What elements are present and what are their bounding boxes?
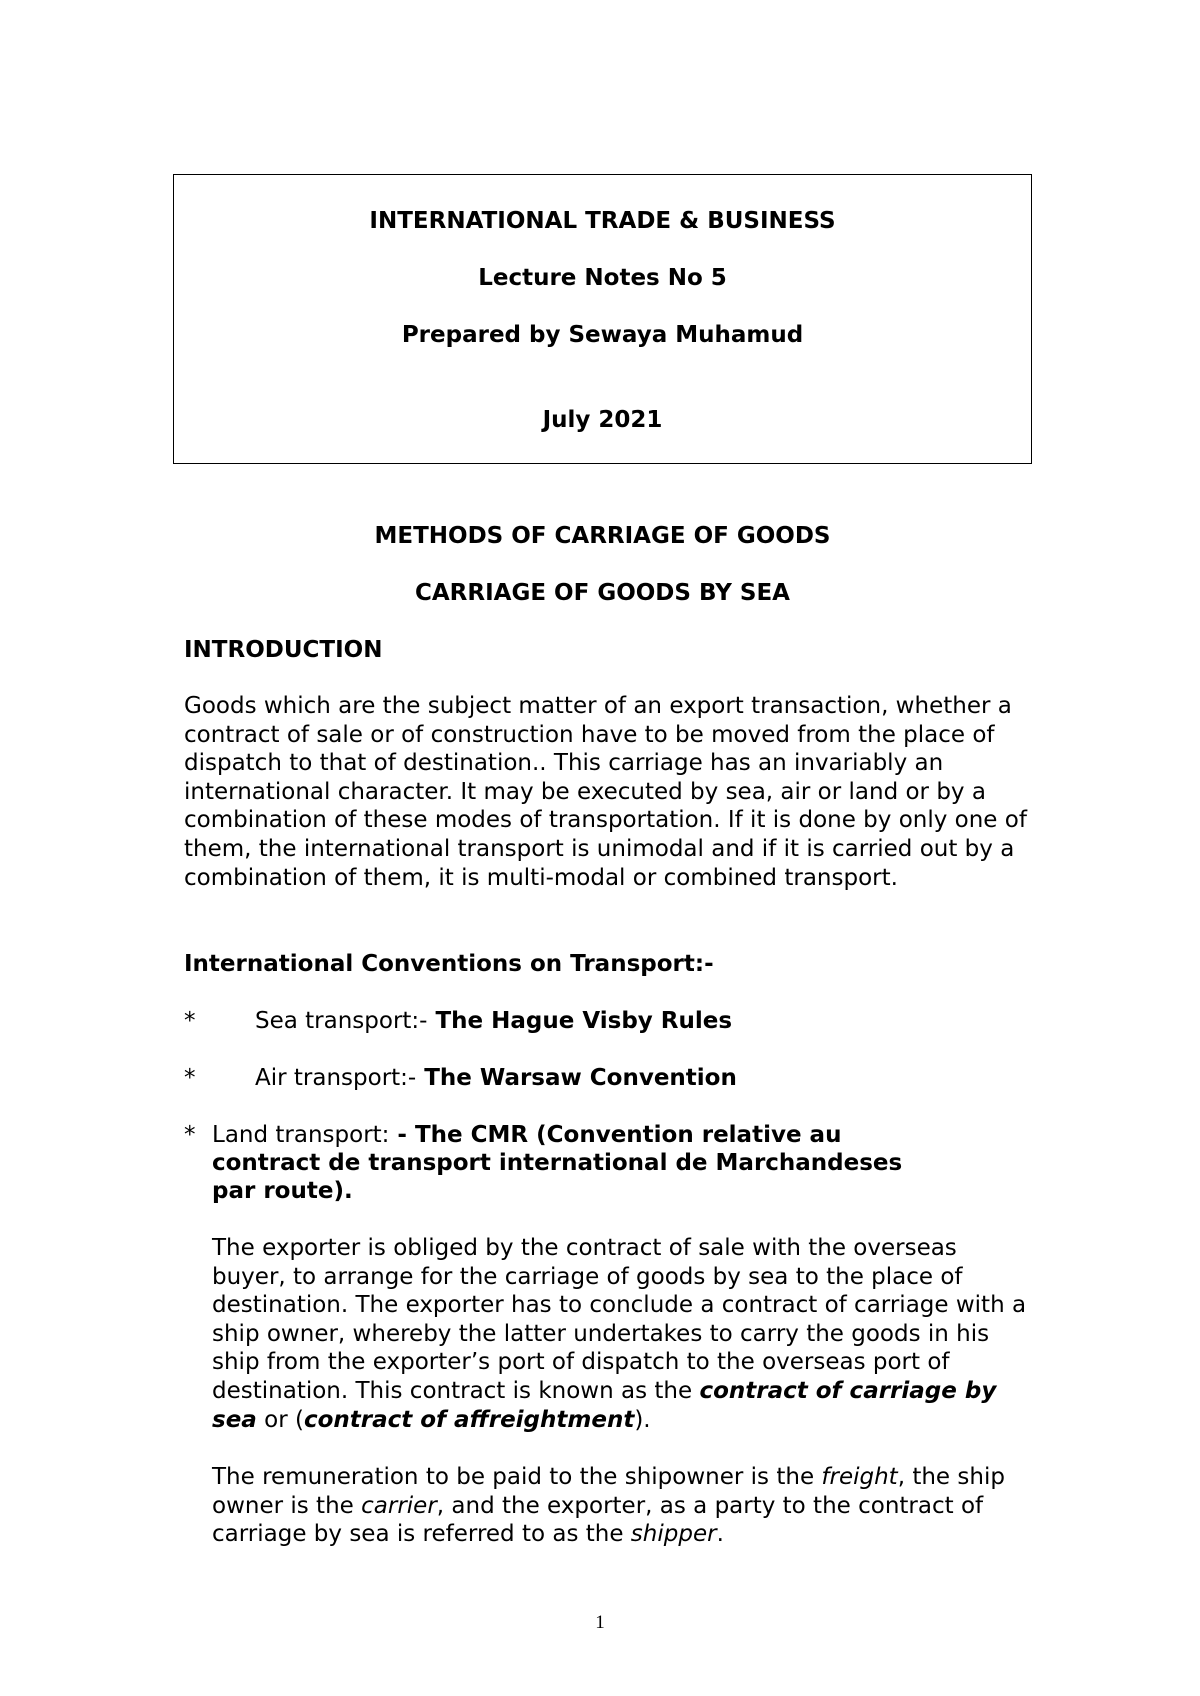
- intro-paragraph: Goods which are the subject matter of an export transaction, whether a contract of sale or of construction have to be moved from the place of dispatch to that of destination.. This carriage has an invariably an international character. It may be executed by sea, air or land or by a combination of these modes of transportation. If it is done by only one of them, the international transport is unimodal and if it is carried out by a combination of them, it is multi-modal or combined transport.: [184, 693, 1027, 891]
- lecture-number: Lecture Notes No 5: [478, 265, 727, 291]
- convention-item-air: [184, 1064, 1044, 1092]
- title-box: [173, 174, 1032, 464]
- convention-item-text: Sea transport:- The Hague Visby Rules: [255, 1008, 733, 1034]
- convention-item-sea: [184, 1007, 1044, 1035]
- convention-item-text: Land transport: - The CMR (Convention relative au contract de transport international de Marchandeses par route).: [212, 1122, 903, 1204]
- methods-heading: METHODS OF CARRIAGE OF GOODS: [374, 523, 831, 549]
- bullet-star: *: [184, 1122, 196, 1148]
- bullet-star: *: [184, 1008, 196, 1034]
- course-title: INTERNATIONAL TRADE & BUSINESS: [369, 208, 836, 234]
- bullet-star: *: [184, 1065, 196, 1091]
- remuneration-paragraph: The remuneration to be paid to the shipowner is the freight, the ship owner is the carrier, and the exporter, as a party to the contract of carriage by sea is referred to as the shipper.: [212, 1464, 1005, 1548]
- page-number: 1: [595, 1612, 605, 1633]
- introduction-heading: INTRODUCTION: [184, 637, 383, 663]
- author-line: Prepared by Sewaya Muhamud: [401, 322, 804, 348]
- convention-item-land: [184, 1121, 1044, 1211]
- date-line: July 2021: [542, 407, 663, 433]
- sea-heading: CARRIAGE OF GOODS BY SEA: [415, 580, 790, 606]
- convention-item-text: Air transport:- The Warsaw Convention: [255, 1065, 737, 1091]
- conventions-heading: International Conventions on Transport:-: [184, 951, 714, 977]
- exporter-paragraph: The exporter is obliged by the contract of sale with the overseas buyer, to arrange for the carriage of goods by sea to the place of destination. The exporter has to conclude a contract of carriage with a ship owner, whereby the latter undertakes to carry the goods in his ship from the exporter’s port of dispatch to the overseas port of destination. This contract is known as the contract of carriage by sea or (contract of affreightment).: [212, 1235, 1027, 1433]
